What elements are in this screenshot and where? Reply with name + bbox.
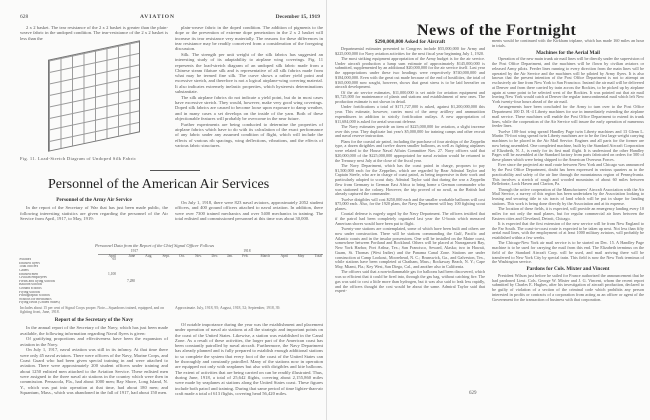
- paragraph: Through the active cooperation of the Manufacturers' Aircraft Association with the Air Mail Service, a survey of this region has been undertaken by the Association looking to leasing and securing title to six tracts of land which will be put in shape for landing stations. This work is being done directly by the Association and at its expense.: [492, 186, 644, 206]
- paragraph: The most striking equipment appropriation of the Army budget is for the air service. Under aircraft production a lump sum estimate of approximately $145,000,000 is submitted, supplemented by an additional $20,000,000 for the air service itself. Last year the appropriations under these two headings were respectively $740,000,000 and $184,000,000. Even with the great cut made because of the end of hostilities, the total of $165,000,000 now sought, however, shows that great stress is to be laid hereafter on aircraft development.: [335, 55, 485, 90]
- month-header: April: [108, 253, 117, 258]
- table-cell: [186, 301, 203, 305]
- table-cell: [136, 301, 153, 305]
- paragraph: The Navy Department, which has the coast patrol in charge, proposes to pay $1,500,000 each for the Zeppelins, which are regarded by Rear Admiral Taylor and Captain Steele, who are in charge of coast patrol, as being impressive in their work and particularly adapted to scout duty. Admiral Taylor said that during the war a Zeppelin flew from Germany to German East Africa to bring home a German commander who was stationed in the colony. However, the trip proved of no avail, as the British had already captured the commander.: [335, 162, 485, 197]
- paragraph: Under fortifications a total of $171,727,000 is asked, against $1,200,000,000 this year. This estimate, however, carries most of the army artillery and ammunition expenditures in addition to strictly fortification outlays. A new appropriation of $11,684,000 is asked for aerial seacoast defense.: [335, 104, 485, 124]
- news-col2: [492, 39, 644, 303]
- right-page: [326, 0, 650, 420]
- paragraph: The location of these fields, it is expected, will provide an emergency landing every 10 miles for not only the mail planes, but for regular commercial air lines between the Eastern cities and Cleveland, Detroit, Chicago.: [492, 206, 644, 221]
- paragraph: Further experiments are being conducted to determine the properties of airplane fabrics which have to do with its calculation of the exact performance of any fabric under any assumed condition of flight, which will include the effects of various rib spacings, wing deflections, vibrations, and the effects of various fabric structures.: [175, 121, 323, 149]
- paragraph: ments would be continued with the Kirkham triplane, which has made 160 miles an hour in trials.: [492, 38, 644, 48]
- naval-personnel-text: [175, 200, 323, 222]
- row-label: Flying schools: [19, 290, 41, 294]
- issue-date: December 15, 1919: [275, 14, 320, 20]
- section-title: Personnel of the American Air Services: [48, 177, 270, 192]
- table-cell: 1,100: [107, 271, 117, 276]
- table-cell: [249, 301, 271, 305]
- table-cell: [219, 301, 234, 305]
- table-caption: Personnel Data from the Report of the Chief Signal Officer Follows: [95, 243, 215, 248]
- year-header: 1917: [98, 250, 171, 254]
- row-label: Balloon schools: [19, 283, 43, 287]
- paragraph: On July 1, 1917, naval aviation was still in its infancy. At that time there were only 45 naval aviators. There were officers of the Navy, Marine Corps, and Coast Guard who had been given special training in and were attached to aviation. There were approximately 200 student officers under training and about 1250 enlisted men attached to the Aviation Service. These enlisted men were assigned to the three naval air stations in the country which were then in commission. Pensacola, Fla., had about 1000 men; Bay Shore, Long Island, N. Y., which was put into operation at that time, had about 180 men; and Squantum, Mass., which was abandoned in the fall of 1917, had about 150 men.: [20, 347, 169, 395]
- month-header: April: [280, 253, 289, 258]
- subheading: $290,000,000 Asked for Aircraft: [374, 39, 446, 45]
- year-header: 1918: [171, 250, 323, 254]
- fabric-text-col1: [20, 25, 168, 41]
- fabric-text-col2: [175, 25, 323, 149]
- paragraph: Silk. The strength per unit weight of the silk fabrics has suggested an interesting study of its adaptability to airplane wing coverings. Fig. 11 represents the load-stretch diagram of an undoped silk fabric made from a Chinese steam filature silk and is representative of all silk fabrics made from what may be termed fine silk. The curve shows a rather yield point and excessive stretch, and therefore is not a logical airplane-wing covering material. It also indicates extremely inelastic properties, which hysteresis determinations substantiate.: [175, 51, 323, 95]
- subheading: Personnel of the Army Air Service: [56, 197, 132, 203]
- table-cell: [271, 301, 289, 305]
- paragraph: The officers said that a non-inflammable gas for balloons had been discovered, which was so efficient that it could be fired into, through the gas bag, without catching fire. The gas was said to cost a little more than hydrogen, but it was also said to leak less rapidly, and the officers thought the cost would be about the same. Admiral Taylor said that experi-: [335, 269, 485, 294]
- footnote: Includes about 15 per cent of Signal Corps proper. Note—Squadrons trained, equipped, and on fighting front, June, 1918.: [20, 306, 165, 314]
- personnel-table: [18, 250, 323, 305]
- subheading: Pardons for Cols. Mixter and Vincent: [526, 266, 610, 272]
- paragraph: It is expected that the first extension of the new service will be from New England to the Far South. The coast-to-coast route is expected to be taken up next. Not less than fifty aerial mail lines, with the employment of at least 1000 military aviators, will probably be established within a few weeks.: [492, 220, 644, 240]
- row-label: Enlisted men: [19, 272, 38, 276]
- paragraph: The Navy estimates provide an item of $225,000,000 for aviation, a slight increase over this year. They duplicate last year's $5,000,000 for training camps and other recruit and naval reserve instruction.: [335, 123, 485, 139]
- table-cell: 65: [112, 257, 117, 262]
- page-number: 629: [469, 391, 477, 396]
- table-row: [18, 301, 323, 305]
- paragraph: Plans for the coastal air patrol, including the purchase of four airships of the Zeppelin type, a dozen dirigibles and twelve dozen smaller balloons, as well as fighting airplanes were related to the House Naval Affairs Committee Nov. 27. Navy officers said that $20,000,000 of the $225,000,000 appropriated for naval aviation would be returned to the Treasury next July at the close of the fiscal year.: [335, 138, 485, 163]
- paragraph: In the annual report of the Secretary of the Navy, which has just been made available, the following information regarding Naval flyers is given:: [20, 325, 168, 336]
- paragraph: The silk airplane fabrics do not indicate a yield point, but do in most cases have excessive stretch. They would, however, make very good wing coverings. Doped silk fabrics are caused to become loose upon exposure to damp weather, and in many cases a set develops on the inside of the yarn. Both of these objectionable features will probably be overcome in the near future.: [175, 94, 323, 122]
- row-label: Schools for mechanics: [19, 297, 52, 301]
- paragraph: Twenty-one stations are contemplated, some of which have been built and others are now under construction. There will be stations commanding the Gulf, Pacific and Atlantic coasts and in the insular possessions. One will be installed on the Maine coast, somewhere between Portland and Rockland. Others will be placed at Narragansett Bay, New York Harbor, Port Arthur, Tex.; San Francisco, Seward, Alaska; two in Hawaii, Guam, St. Thomas (West Indies) and the Panama Canal Zone. Stations are under construction at Camp Lookout, Moorehead, N. C.; Brunswick, Ga., and Galveston, Tex., while stations have been completed at Chatham, Mass.; Rockaway Beach, N. Y.; Cape May, Miami, Fla.; Key West, San Diego, Cal., and another also in California.: [335, 226, 485, 269]
- row-label: Cadets: [19, 268, 29, 272]
- table-cell: [234, 301, 250, 305]
- page-title: News of the Fortnight: [417, 22, 577, 39]
- month-header: Dec.: [211, 253, 219, 258]
- running-head: AVIATION: [140, 14, 175, 20]
- paragraph: Of gratifying proportions and effectiveness have been the expansion of aviation in the Navy.: [20, 336, 168, 347]
- army-section: [20, 196, 168, 222]
- page-number: 628: [20, 14, 29, 20]
- month-header: Aug.: [145, 253, 153, 258]
- month-header: Total: [314, 253, 322, 258]
- table-cell: [153, 301, 171, 305]
- row-label: Civilian employees: [19, 276, 47, 280]
- table-cell: [171, 301, 186, 305]
- paragraph: Departmental estimates presented to Congress include $55,000,000 for Army and $225,000,000 for Navy aviation activities for the next fiscal year beginning July 1, 1920.: [335, 45, 485, 56]
- month-header: Feb.: [242, 253, 249, 258]
- row-label: Total officers: [19, 265, 39, 269]
- row-label: Ground schools: [19, 286, 42, 290]
- load-stretch-diagram: [48, 40, 140, 152]
- subheading: Machines for the Aerial Mail: [536, 49, 600, 56]
- row-label: Photographic schools: [19, 294, 50, 298]
- paragraph: Arrangements have been concluded for the Army to turn over to the Post Office Department 100 D. H.-4 Liberty machines for use in immediately extending the airplane mail service. These machines will enable the Post Office Department to extend its trunk lines, while the cooperation of the Air Service will insure the early operation of numerous feeder lines.: [492, 104, 644, 129]
- row-label: Aviators: [19, 258, 32, 262]
- footnote: Approximate. July, 1918, 95; August, 1918, 52; September, 1918, 39.: [175, 306, 281, 310]
- table-cell: [203, 301, 219, 305]
- table-cell: [289, 301, 305, 305]
- navy-col2: [175, 322, 323, 397]
- month-header: Sept.: [162, 253, 170, 258]
- paragraph: President Wilson just before he sailed for France authorized the announcement that he had pardoned Lieut. Cols. George W. Mixter and J. G. Vincent, whom the recent report submitted by Charles E. Hughes, after his investigation of aircraft production, declared to be guilty of violation of a section of the criminal code which prohibits any person interested in profits or contracts of a corporation from acting as an officer or agent of the Government for the transaction of business with that corporation.: [492, 272, 644, 302]
- paragraph: Twelve 100-foot wing spread Handley Page twin Liberty machines and 13 Glenn L. Martin 76-foot wing spread twin Liberty machines are to be the first large weight carrying machines to be placed in the Air Mail Service. Engines and all parts for the former are now being assembled. One completed machine, built by the Standard Aircraft Corporation of Elizabeth, N. J., is ready for its first mail flight. It is understood the other Handley Pages will be assembled at the Standard factory from parts fabricated on orders for 500 of these planes which were being shipped to the American Overseas Forces.: [492, 128, 644, 162]
- paragraph: Ever since the projected air mail route between New York and Chicago was announced by the Post Office Department, doubt has been expressed in various quarters as to the practicability and safety of the air line through the mountainous region of Pennsylvania. This involves a stretch of rough and wooded mountains of about 60 miles between Bellefonte, Lock Haven and Clarion, Pa.: [492, 162, 644, 187]
- table-cell: [98, 301, 117, 305]
- row-label: Enlisted flyers: [19, 261, 40, 265]
- month-header: Nov.: [194, 253, 202, 258]
- paragraph: In the report of the Secretary of War that has just been made public, the following interesting statistics are given regarding the personnel of the Air Service from April, 1917, to May, 1919:: [20, 205, 168, 221]
- row-label: Fields and flying schools: [19, 279, 56, 283]
- month-header: June: [128, 253, 136, 258]
- paragraph: Operation of the new main trunk air mail lines will be directly under the supervision of the Post Office Department, and the machines will be flown by civilian aviators or released Army pilots. Feeder lines running to every direction from the main lines will be operated by the Air Service and the machines will be piloted by Army flyers. It is also known that the present intention of the Post Office Department is not to attempt an exclusively air line from New York to San Francisco. Instead the air mail will be delivered at Denver and from there carried by train across the Rockies, to be picked up by airplane again at some point to be selected west of the Rockies. It was pointed out that air mail leaving New York would catch at Denver the regular transcontinental mail which left New York twenty-four hours ahead of the air mail.: [492, 56, 644, 104]
- paragraph: On July 1, 1918, there were 823 naval aviators, approximately 2052 student officers, and 400 ground officers attached to naval aviation. In addition, there were over 7300 trained mechanics and over 5400 mechanics in training. The total enlisted and commissioned personnel at this time was about 30,000.: [175, 200, 323, 221]
- paragraph: Twelve dirigibles will cost $250,000 each and the smaller workable balloons will cost $75,000 each. Also, for the 1920 plans, the Navy Department will buy 100 fighting scout planes.: [335, 196, 485, 211]
- paragraph: 2 x 2 basket. The tear resistance of the 2 x 2 basket is greater than the plain-weave fabric in the undoped condition. The tear-resistance of the 2 x 2 basket is less than the: [20, 25, 168, 41]
- paragraph: Coastal defense is eagerly urged by the Navy Department. The officers testified that if the patrol had been completely organized last year the U-boats which menaced American shores would have been put to flight.: [335, 211, 485, 226]
- news-col1: [335, 38, 485, 295]
- paragraph: plain-weave fabric in the doped condition. The addition of pigments to the dope or the prevention of extreme dope penetration in the 2 x 2 basket will increase its tear resistance very materially. The reasons for these differences in tear resistance may be readily conceived from a consideration of the foregoing discussion.: [175, 25, 323, 52]
- paragraph: The Chicago-New York air mail service is to be started on Dec. 15. A Handley Page machine is to be used for carrying the mail from this end. The Elizabeth terminus on the field of the Standard Aircraft Corp. will be used, and mail arriving there will be transferred to New York City by special train. This field is now the New York terminus of the Washington service.: [492, 240, 644, 265]
- figure-caption: Fig. 11. Load-Stretch Diagram of Undoped Silk Fabric: [20, 156, 137, 161]
- table-cell: 7,280: [127, 278, 136, 283]
- table-cell: [117, 301, 136, 305]
- table-cell: [305, 301, 323, 305]
- paragraph: Of notable importance during the year was the establishment and placement under operation of naval air stations at all the strategic and important points on the coast of the United States. Likewise, a station was established in the Canal Zone. As a result of these activities, the larger part of the American coast has been constantly patrolled by naval aircraft. Furthermore, the Navy Department has already planned and is fully prepared to establish enough additional stations to so complete the system that every foot of the coast of the United States can be thoroughly and constantly patrolled. Many of the stations now in operation are equipped not only with seaplanes but also with dirigibles and kite balloons. The extent of activities that are being carried on can be readily illustrated. Thus, during June, 1918, a total of 25,642 flights, covering about 2,155,860 miles were made by seaplanes at stations along the United States coast. These figures include both patrol and training. During that same period of time lighter-than-air craft made a total of 613 flights, covering head 56,420 miles.: [175, 322, 323, 396]
- month-header: March: [260, 253, 270, 258]
- navy-col1: [20, 316, 168, 396]
- month-header: Jan.: [227, 253, 233, 258]
- paragraph: Of the air service estimates, $11,000,000 is set aside for aviation equipment and $5,725,000 for maintenance of plants and stations and establishment of new ones. The production estimate is not shown in detail.: [335, 89, 485, 104]
- month-header: May: [297, 253, 305, 258]
- month-header: Oct.: [179, 253, 186, 258]
- row-label: Flying fields (United States): [19, 301, 60, 305]
- divider: [150, 170, 200, 171]
- subheading: Report of the Secretary of the Navy: [54, 317, 134, 323]
